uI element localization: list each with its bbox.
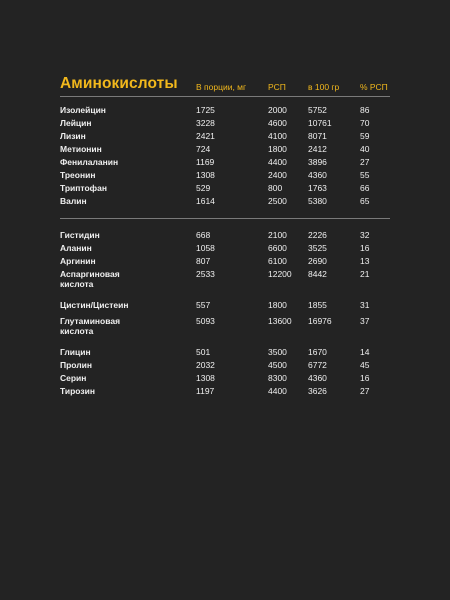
row-rsp: 4400 (268, 157, 287, 167)
row-name: Лизин (60, 131, 86, 141)
essential-amino-acids-group (60, 105, 390, 209)
row-portion: 529 (196, 183, 211, 193)
row-name: Триптофан (60, 183, 107, 193)
row-percent: 16 (360, 373, 370, 383)
row-portion: 557 (196, 300, 211, 310)
row-portion: 724 (196, 144, 211, 154)
row-rsp: 2100 (268, 230, 287, 240)
row-name: Глицин (60, 347, 91, 357)
row-rsp: 6600 (268, 243, 287, 253)
row-rsp: 4100 (268, 131, 287, 141)
row-portion: 501 (196, 347, 211, 357)
row-rsp: 4600 (268, 118, 287, 128)
row-name: Аспаргиновая кислота (60, 269, 120, 289)
table-row (60, 196, 390, 209)
table-row (60, 131, 390, 144)
row-rsp: 2500 (268, 196, 287, 206)
row-portion: 1058 (196, 243, 215, 253)
other-amino-acids-group (60, 230, 390, 399)
row-per100: 8071 (308, 131, 327, 141)
row-per100: 3525 (308, 243, 327, 253)
table-row (60, 347, 390, 360)
row-portion: 5093 (196, 316, 215, 326)
row-portion: 1614 (196, 196, 215, 206)
row-rsp: 2400 (268, 170, 287, 180)
row-percent: 27 (360, 157, 370, 167)
column-header-portion: В порции, мг (196, 82, 247, 92)
table-row (60, 373, 390, 386)
row-portion: 1308 (196, 170, 215, 180)
row-rsp: 12200 (268, 269, 292, 279)
row-rsp: 8300 (268, 373, 287, 383)
row-name: Аланин (60, 243, 92, 253)
row-portion: 2032 (196, 360, 215, 370)
row-rsp: 2000 (268, 105, 287, 115)
row-name: Треонин (60, 170, 96, 180)
column-header-per100: в 100 гр (308, 82, 340, 92)
row-per100: 6772 (308, 360, 327, 370)
row-per100: 2690 (308, 256, 327, 266)
column-header-rsp: РСП (268, 82, 286, 92)
table-row (60, 170, 390, 183)
row-per100: 1670 (308, 347, 327, 357)
row-name: Цистин/Цистеин (60, 300, 129, 310)
row-name: Гистидин (60, 230, 100, 240)
row-per100: 3896 (308, 157, 327, 167)
row-per100: 4360 (308, 373, 327, 383)
row-rsp: 4400 (268, 386, 287, 396)
row-name: Фенилаланин (60, 157, 119, 167)
table-row (60, 360, 390, 373)
table-row (60, 269, 390, 292)
row-percent: 45 (360, 360, 370, 370)
row-name: Тирозин (60, 386, 95, 396)
row-rsp: 1800 (268, 300, 287, 310)
row-portion: 1725 (196, 105, 215, 115)
row-per100: 8442 (308, 269, 327, 279)
row-per100: 5380 (308, 196, 327, 206)
page-title: Аминокислоты (60, 75, 178, 92)
table-row (60, 256, 390, 269)
row-name: Метионин (60, 144, 102, 154)
row-per100: 5752 (308, 105, 327, 115)
row-rsp: 800 (268, 183, 283, 193)
row-portion: 2533 (196, 269, 215, 279)
row-portion: 2421 (196, 131, 215, 141)
table-row (60, 300, 390, 313)
row-percent: 21 (360, 269, 370, 279)
row-per100: 3626 (308, 386, 327, 396)
table-row (60, 157, 390, 170)
row-name: Валин (60, 196, 87, 206)
row-per100: 2226 (308, 230, 327, 240)
row-portion: 1169 (196, 157, 215, 167)
table-header (60, 74, 390, 97)
section-divider (60, 218, 390, 219)
row-percent: 31 (360, 300, 370, 310)
row-percent: 13 (360, 256, 370, 266)
row-per100: 10761 (308, 118, 332, 128)
table-row (60, 230, 390, 243)
row-per100: 1763 (308, 183, 327, 193)
row-percent: 16 (360, 243, 370, 253)
row-percent: 70 (360, 118, 370, 128)
row-portion: 668 (196, 230, 211, 240)
row-percent: 55 (360, 170, 370, 180)
row-rsp: 6100 (268, 256, 287, 266)
row-percent: 86 (360, 105, 370, 115)
table-row (60, 243, 390, 256)
row-percent: 27 (360, 386, 370, 396)
row-percent: 66 (360, 183, 370, 193)
row-per100: 1855 (308, 300, 327, 310)
row-rsp: 13600 (268, 316, 292, 326)
table-row (60, 183, 390, 196)
amino-acid-table (60, 74, 390, 399)
row-percent: 59 (360, 131, 370, 141)
row-percent: 32 (360, 230, 370, 240)
row-name: Аргинин (60, 256, 96, 266)
row-name: Лейцин (60, 118, 92, 128)
table-row (60, 118, 390, 131)
row-name: Пролин (60, 360, 93, 370)
row-portion: 807 (196, 256, 211, 266)
table-row (60, 386, 390, 399)
row-percent: 14 (360, 347, 370, 357)
table-row (60, 105, 390, 118)
row-portion: 1197 (196, 386, 215, 396)
row-percent: 37 (360, 316, 370, 326)
row-percent: 65 (360, 196, 370, 206)
row-per100: 2412 (308, 144, 327, 154)
row-portion: 3228 (196, 118, 215, 128)
row-percent: 40 (360, 144, 370, 154)
row-name: Изолейцин (60, 105, 106, 115)
row-rsp: 3500 (268, 347, 287, 357)
row-name: Глутаминовая кислота (60, 316, 121, 336)
row-per100: 4360 (308, 170, 327, 180)
table-row (60, 144, 390, 157)
table-row (60, 316, 390, 339)
row-per100: 16976 (308, 316, 332, 326)
row-portion: 1308 (196, 373, 215, 383)
row-rsp: 4500 (268, 360, 287, 370)
row-name: Серин (60, 373, 87, 383)
row-rsp: 1800 (268, 144, 287, 154)
column-header-percent-rsp: % РСП (360, 82, 388, 92)
